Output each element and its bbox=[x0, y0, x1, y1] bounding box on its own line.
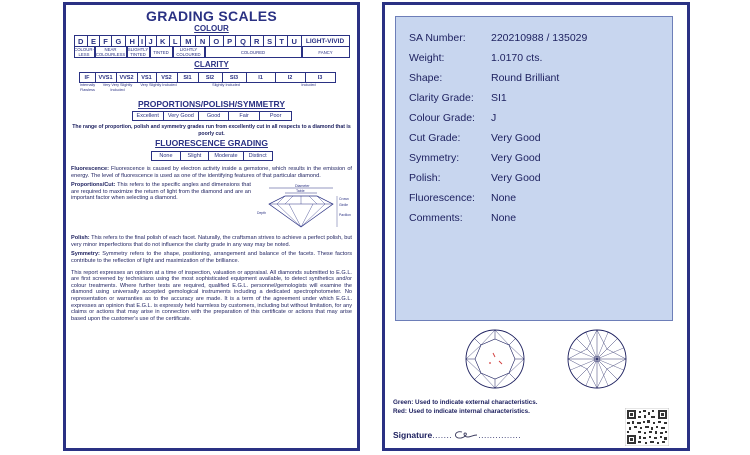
report-row-fluorescence bbox=[396, 188, 672, 208]
report-label: Fluorescence: bbox=[409, 192, 475, 204]
clarity-grade: I3 bbox=[305, 72, 336, 83]
report-row-symmetry bbox=[396, 148, 672, 168]
disclaimer-paragraph: This report expresses an opinion at a time of inspection, valuation or appraisal. All diamonds submitted to E.G.L. are first screened by technicians using the most sophisticated equipment available, to detect synthetics and/or colour treatments. Where further tests are required, qualified E.G.L. personnel/gemologists will examine the diamond using universally accepted gemological instruments including a dedicated spectrophotometer. No representation or warranties as to the accuracy are made. It is a term of the agreement under which E.G.L. expresses an opinion that E.G.L. is expressly held harmless by customers, including but without limitation, for any claims or actions that may arise in connection with the preparation of this certificate or actions that may arise based upon the customer's use of the certificate. bbox=[71, 269, 352, 322]
fluorescence-grade: Slight bbox=[180, 151, 210, 161]
colour-grade: M bbox=[181, 36, 196, 47]
clarity-grade: SI2 bbox=[198, 72, 223, 83]
clarity-scale bbox=[79, 72, 345, 83]
clarity-heading: CLARITY bbox=[194, 60, 229, 69]
colour-grade: T bbox=[276, 36, 288, 47]
report-details-panel bbox=[395, 16, 673, 321]
colour-group: TINTED bbox=[150, 47, 173, 58]
colour-grade: K bbox=[156, 36, 169, 47]
fluorescence-grades bbox=[71, 151, 352, 161]
clarity-grade: VS1 bbox=[137, 72, 157, 83]
colour-grade: N bbox=[196, 36, 209, 47]
proportions-label: Proportions/Cut: bbox=[71, 182, 116, 189]
report-label: Cut Grade: bbox=[409, 132, 461, 144]
colour-grade: I bbox=[139, 36, 145, 47]
colour-group: FANCY bbox=[302, 47, 350, 58]
colour-grade: U bbox=[287, 36, 301, 47]
colour-group: LIGHTLY COLOURED bbox=[173, 47, 205, 58]
grading-scales-card bbox=[63, 2, 360, 451]
signature-line bbox=[393, 429, 521, 441]
inclusion-mark bbox=[489, 362, 491, 364]
inclusion-mark bbox=[499, 361, 502, 364]
fluorescence-paragraph bbox=[71, 166, 352, 179]
colour-scale bbox=[74, 35, 350, 47]
pavilion-label: Pavilion bbox=[339, 213, 351, 218]
proportions-paragraph bbox=[71, 182, 251, 232]
fluorescence-grade: Moderate bbox=[208, 151, 243, 161]
crown-label: Crown bbox=[339, 197, 349, 202]
pavilion-plot-diagram bbox=[568, 330, 626, 388]
clarity-description: Included bbox=[301, 83, 316, 87]
proportion-grade: Very Good bbox=[163, 111, 199, 121]
grading-report-card bbox=[382, 2, 690, 451]
colour-grade: G bbox=[111, 36, 125, 47]
report-row-sa-number bbox=[396, 28, 672, 48]
signature-label: Signature bbox=[393, 430, 433, 440]
report-label: Shape: bbox=[409, 72, 443, 84]
proportions-heading: PROPORTIONS/POLISH/SYMMETRY bbox=[137, 99, 286, 109]
report-value: Round Brilliant bbox=[491, 72, 560, 84]
fluorescence-grade: None bbox=[151, 151, 180, 161]
proportion-grade: Poor bbox=[259, 111, 293, 121]
characteristics-legend bbox=[393, 398, 538, 416]
report-label: Symmetry: bbox=[409, 152, 460, 164]
clarity-grade: VS2 bbox=[156, 72, 178, 83]
symmetry-text: Symmetry refers to the shape, positioning, arrangement and balance of the facets. These factors contribute to the reflection of light and maximization of the brilliance. bbox=[71, 251, 352, 264]
diamond-plot-diagrams bbox=[461, 327, 631, 393]
clarity-description: Internally Flawless bbox=[79, 83, 96, 92]
proportions-block bbox=[71, 182, 352, 232]
report-value: SI1 bbox=[491, 92, 507, 104]
colour-grade: J bbox=[145, 36, 156, 47]
table-label: Table bbox=[296, 189, 305, 194]
colour-grade: P bbox=[223, 36, 235, 47]
clarity-grade: VVS1 bbox=[95, 72, 117, 83]
clarity-grade: SI3 bbox=[222, 72, 247, 83]
report-value: None bbox=[491, 212, 517, 224]
fluorescence-grade: Distinct bbox=[243, 151, 273, 161]
symmetry-label: Symmetry: bbox=[71, 251, 100, 258]
fluorescence-text: Fluorescence is caused by electron activity inside a gemstone, which results in the emission of energy. The level of fluorescence is used as one of the identifying features of that particular diamond. bbox=[71, 166, 352, 179]
legend-red: Red: Used to indicate internal characteristics. bbox=[393, 408, 530, 415]
diameter-label: Diameter bbox=[295, 184, 310, 189]
report-value: Very Good bbox=[491, 132, 541, 144]
clarity-descriptions bbox=[79, 83, 345, 95]
report-row-colour bbox=[396, 108, 672, 128]
report-label: SA Number: bbox=[409, 32, 466, 44]
report-label: Polish: bbox=[409, 172, 441, 184]
colour-grade: E bbox=[87, 36, 99, 47]
fluorescence-label: Fluorescence: bbox=[71, 166, 109, 172]
report-row-shape bbox=[396, 68, 672, 88]
proportion-grades bbox=[71, 111, 352, 121]
polish-paragraph bbox=[71, 235, 352, 248]
colour-group: SLIGHTLY TINTED bbox=[127, 47, 149, 57]
report-row-polish bbox=[396, 168, 672, 188]
colour-grade: F bbox=[100, 36, 112, 47]
signature-dots: ............... bbox=[478, 430, 522, 440]
colour-grade: L bbox=[169, 36, 181, 47]
report-label: Colour Grade: bbox=[409, 112, 475, 124]
report-row-clarity bbox=[396, 88, 672, 108]
colour-groups bbox=[74, 47, 350, 58]
signature-dots: ....... bbox=[432, 430, 453, 440]
report-value: 1.0170 cts. bbox=[491, 52, 543, 64]
polish-text: This refers to the final polish of each facet. Naturally, the craftsman strives to achieve a perfect polish, but very minor imperfections that do not influence the clarity grade in any way may be noted. bbox=[71, 235, 352, 248]
qr-code-icon bbox=[625, 408, 669, 446]
report-label: Comments: bbox=[409, 212, 463, 224]
clarity-grade: SI1 bbox=[177, 72, 199, 83]
clarity-description: Very Slightly Included bbox=[140, 83, 177, 87]
fluorescence-heading: FLUORESCENCE GRADING bbox=[155, 138, 268, 148]
clarity-grade: VVS2 bbox=[116, 72, 138, 83]
report-row-comments bbox=[396, 208, 672, 228]
legend-green: Green: Used to indicate external characteristics. bbox=[393, 399, 538, 406]
colour-grade: H bbox=[126, 36, 139, 47]
polish-label: Polish: bbox=[71, 235, 90, 242]
colour-grade: Q bbox=[236, 36, 250, 47]
proportions-note: The range of proportion, polish and symmetry grades run from excellently cut in all respects to a diamond that is poorly cut. bbox=[72, 124, 351, 137]
report-value: J bbox=[491, 112, 497, 124]
light-vivid-grade: LIGHT-VIVID bbox=[301, 36, 349, 47]
report-row-weight bbox=[396, 48, 672, 68]
diamond-profile-diagram bbox=[255, 182, 351, 232]
report-value: None bbox=[491, 192, 517, 204]
depth-label: Depth bbox=[257, 211, 267, 216]
grading-scales-title: GRADING SCALES bbox=[146, 8, 277, 24]
inclusion-mark bbox=[493, 353, 495, 357]
colour-grade: R bbox=[250, 36, 263, 47]
proportion-grade: Fair bbox=[228, 111, 259, 121]
proportions-text: This refers to the specific angles and dimensions that are required to maximize the return of light from the diamond and are an important factor when selecting a diamond. bbox=[71, 182, 251, 202]
clarity-grade: IF bbox=[79, 72, 96, 83]
colour-group: COLOURED bbox=[205, 47, 302, 58]
clarity-description: Very Very Slightly Included bbox=[102, 83, 133, 92]
colour-grade: O bbox=[209, 36, 223, 47]
signature-scribble bbox=[452, 429, 478, 441]
report-value: 220210988 / 135029 bbox=[491, 32, 588, 44]
symmetry-paragraph bbox=[71, 251, 352, 264]
colour-grade: D bbox=[74, 36, 87, 47]
colour-group: COLOUR-LESS bbox=[74, 47, 94, 57]
colour-heading: COLOUR bbox=[194, 24, 229, 33]
report-value: Very Good bbox=[491, 172, 541, 184]
clarity-description: Slightly Included bbox=[212, 83, 240, 87]
crown-plot-diagram bbox=[466, 330, 524, 388]
report-value: Very Good bbox=[491, 152, 541, 164]
proportion-grade: Excellent bbox=[132, 111, 164, 121]
report-row-cut bbox=[396, 128, 672, 148]
colour-grade: S bbox=[263, 36, 275, 47]
girdle-label: Girdle bbox=[339, 203, 349, 208]
report-label: Weight: bbox=[409, 52, 445, 64]
clarity-grade: I1 bbox=[246, 72, 276, 83]
colour-group: NEAR COLOURLESS bbox=[95, 47, 126, 57]
proportion-grade: Good bbox=[198, 111, 229, 121]
clarity-grade: I2 bbox=[275, 72, 306, 83]
report-label: Clarity Grade: bbox=[409, 92, 474, 104]
